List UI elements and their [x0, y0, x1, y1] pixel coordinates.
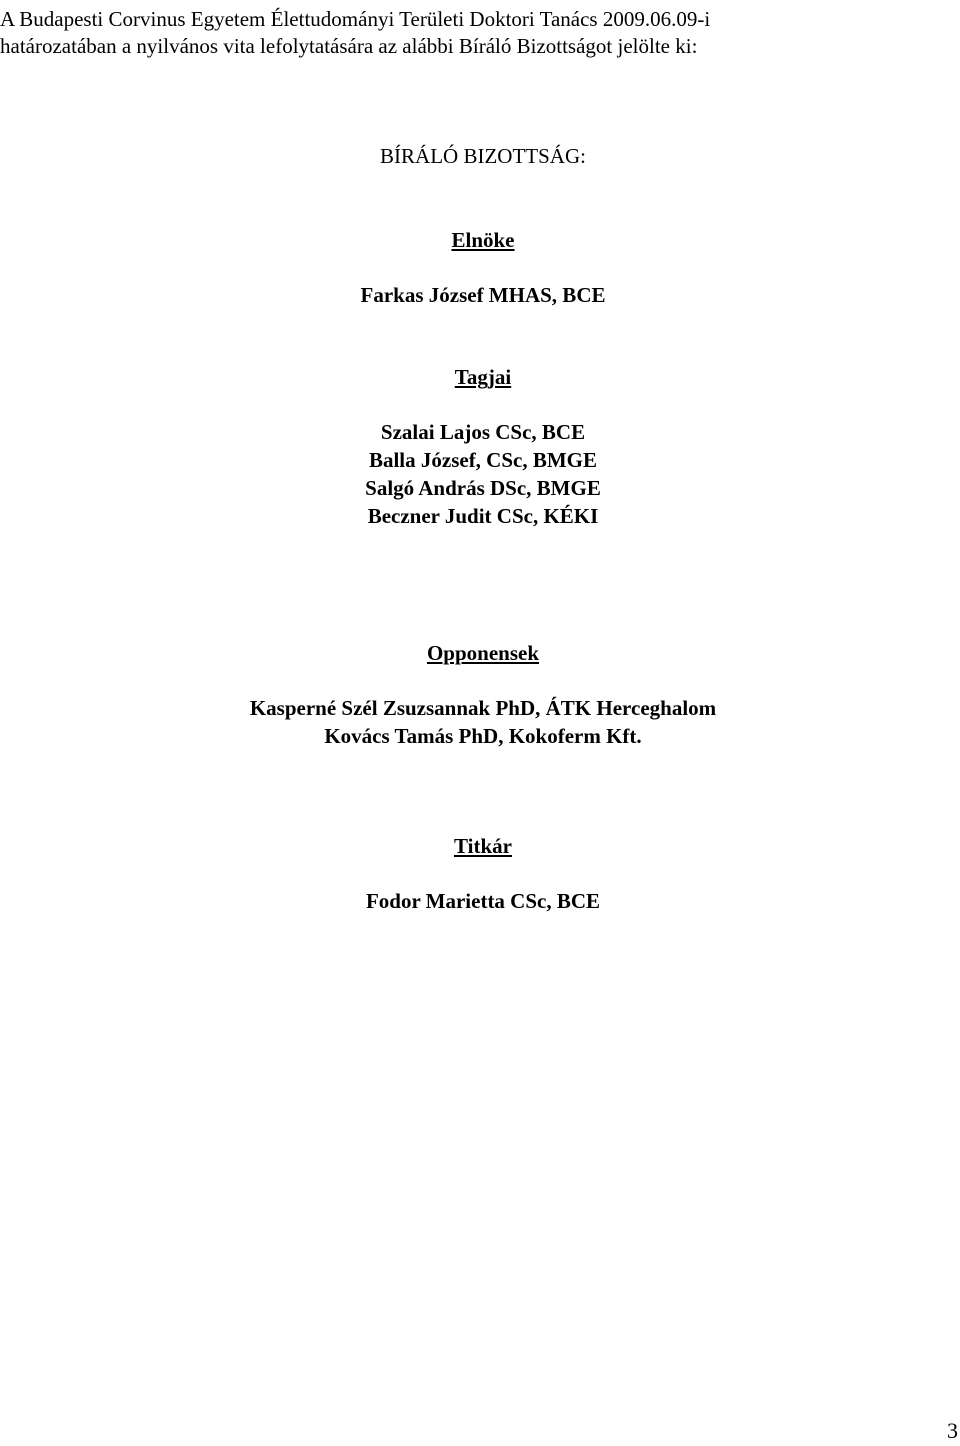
intro-paragraph [0, 6, 950, 60]
committee-title: BÍRÁLÓ BIZOTTSÁG: [380, 144, 586, 168]
opponent-item: Kasperné Szél Zsuzsannak PhD, ÁTK Herceghalom [249, 696, 717, 720]
chair-section [0, 226, 960, 254]
intro-line-1: A Budapesti Corvinus Egyetem Élettudományi Területi Doktori Tanács 2009.06.09-i [0, 7, 711, 31]
intro-line-2: határozatában a nyilvános vita lefolytatására az alábbi Bíráló Bizottságot jelölte ki: [0, 34, 698, 58]
secretary-heading: Titkár [454, 834, 512, 858]
opponents-list [0, 694, 960, 750]
opponent-item: Kovács Tamás PhD, Kokoferm Kft. [324, 724, 642, 748]
members-section [0, 363, 960, 391]
member-item: Balla József, CSc, BMGE [368, 448, 598, 472]
members-heading: Tagjai [454, 365, 512, 389]
chair-heading: Elnöke [451, 228, 515, 252]
opponents-heading: Opponensek [426, 641, 540, 665]
member-item: Salgó András DSc, BMGE [365, 476, 601, 500]
chair-name: Farkas József MHAS, BCE [360, 283, 606, 307]
page-number: 3 [947, 1418, 958, 1443]
secretary-section [0, 832, 960, 860]
members-list [0, 418, 960, 530]
member-item: Beczner Judit CSc, KÉKI [367, 504, 599, 528]
secretary-name: Fodor Marietta CSc, BCE [365, 889, 601, 913]
opponents-section [0, 639, 960, 667]
member-item: Szalai Lajos CSc, BCE [380, 420, 586, 444]
